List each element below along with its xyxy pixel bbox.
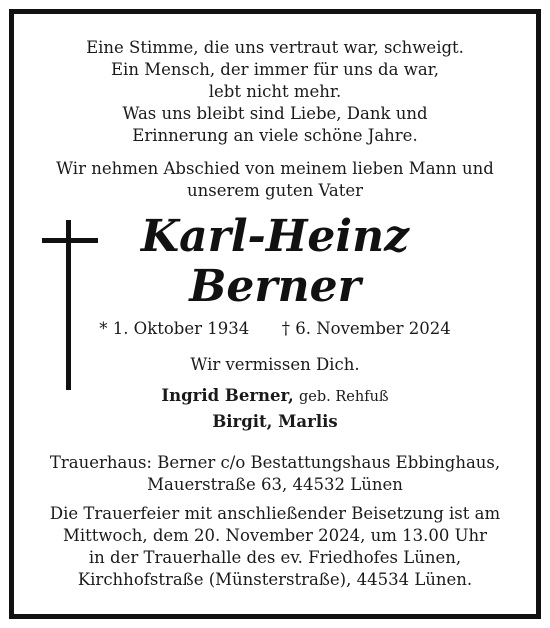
deceased-first-name: Karl-Heinz	[140, 211, 410, 262]
miss-you-line: Wir vermissen Dich.	[190, 355, 360, 374]
poem-line: Erinnerung an viele schöne Jahre.	[132, 126, 418, 145]
mourner-name: Ingrid Berner,	[161, 386, 294, 405]
life-dates	[0, 318, 550, 340]
poem-line: Was uns bleibt sind Liebe, Dank und	[122, 104, 428, 123]
mourner-birth-name: geb. Rehfuß	[299, 389, 389, 405]
birth-date: * 1. Oktober 1934	[99, 319, 250, 338]
mourner-line-2: Birgit, Marlis	[212, 412, 338, 431]
house-line: Mauerstraße 63, 44532 Lünen	[147, 475, 403, 494]
farewell-line: unserem guten Vater	[186, 181, 363, 200]
mourner-line-1	[0, 385, 550, 408]
deceased-last-name: Berner	[189, 261, 361, 312]
poem-line: Eine Stimme, die uns vertraut war, schweigt.	[86, 38, 464, 57]
house-line: Trauerhaus: Berner c/o Bestattungshaus Ebbinghaus,	[49, 453, 501, 472]
ceremony-line: in der Trauerhalle des ev. Friedhofes Lünen,	[88, 548, 462, 567]
ceremony-line: Mittwoch, dem 20. November 2024, um 13.00 Uhr	[62, 526, 487, 545]
poem-line: lebt nicht mehr.	[208, 82, 342, 101]
ceremony-line: Die Trauerfeier mit anschließender Beisetzung ist am	[49, 504, 501, 523]
death-date: † 6. November 2024	[281, 319, 451, 338]
poem-line: Ein Mensch, der immer für uns da war,	[111, 60, 439, 79]
farewell-line: Wir nehmen Abschied von meinem lieben Mann und	[56, 159, 494, 178]
ceremony-line: Kirchhofstraße (Münsterstraße), 44534 Lünen.	[77, 570, 473, 589]
